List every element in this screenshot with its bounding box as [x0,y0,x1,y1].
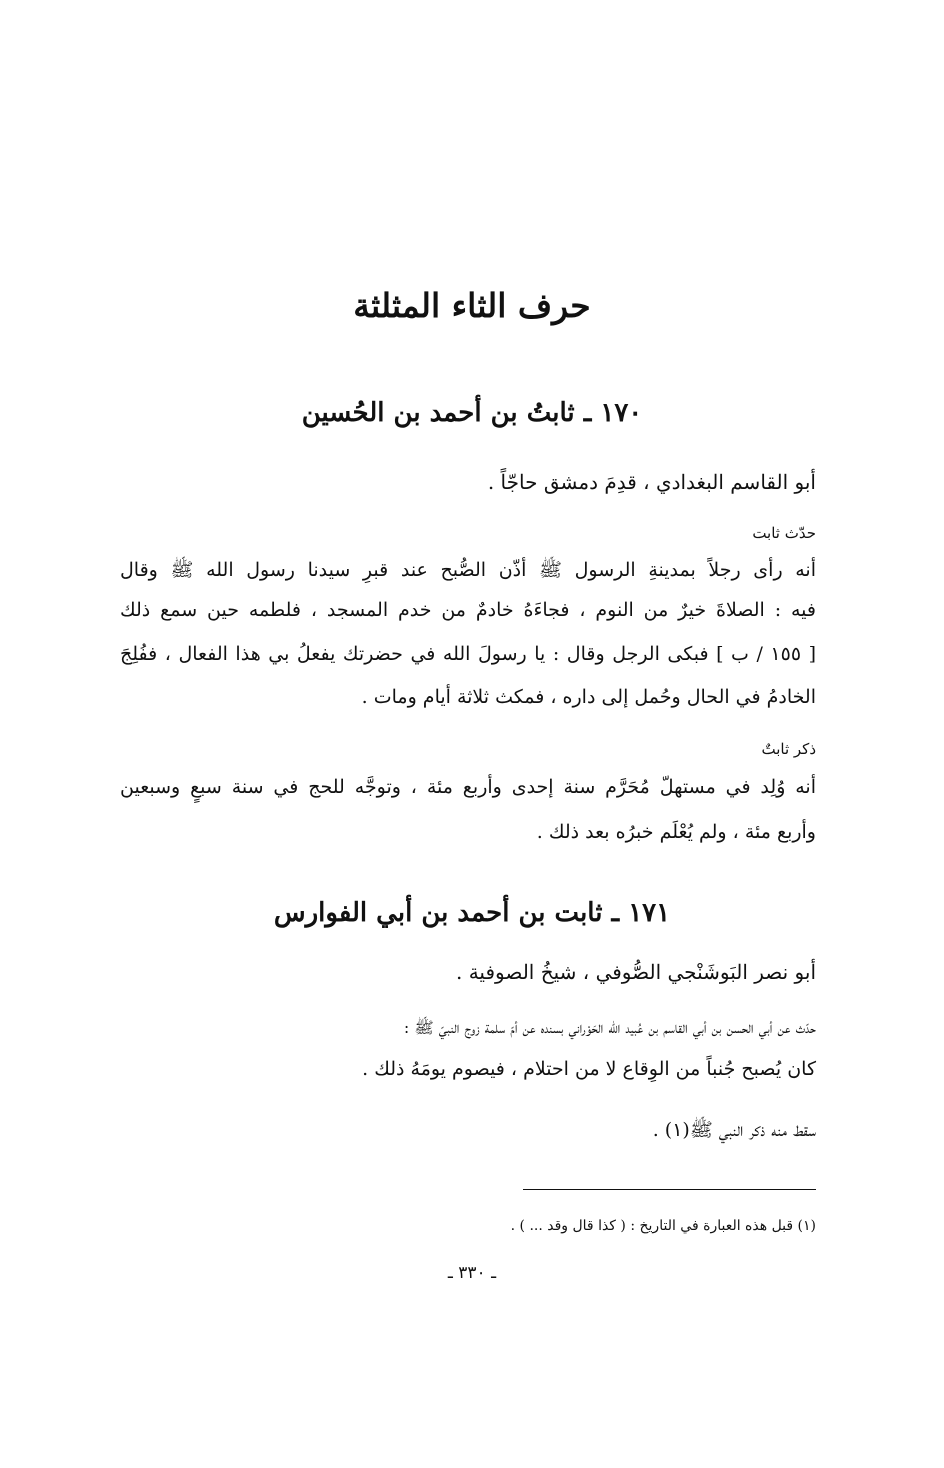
page-number: ـ ٣٣٠ ـ [447,1263,497,1283]
entry-170-section1-label: حدّث ثابت [752,524,816,542]
entry-170-section2-label: ذكر ثابتٌ [761,740,816,758]
entry-170-line-1: أنه رأى رجلاً بمدينةِ الرسول ﷺ أذّن الصُّبح عند قبرِ سيدنا رسول الله ﷺ وقال [120,559,816,581]
entry-171-hadith-chain: حدّث عن أبي الحسن بن أبي القاسم بن عُبيد الله الحَوْراني بسنده عن أمّ سلمة زوج النبيّ ﷺ : [403,1018,816,1037]
chapter-title: حرف الثاء المثلثة [353,286,591,325]
entry-170-intro: أبو القاسم البغدادي ، قدِمَ دمشق حاجّاً . [487,470,816,494]
entry-171-hadith-text: كان يُصبح جُنباً من الوِقاع لا من احتلام ، فيصوم يومَهُ ذلك . [362,1058,816,1080]
footnote: (١) قبل هذه العبارة في التاريخ : ( كذا قال وقد ... ) . [510,1218,816,1234]
entry-170-line-4: الخادمُ في الحال وحُمل إلى داره ، فمكث ثلاثة أيام ومات . [361,686,816,708]
entry-170-line-3: [ ١٥٥ / ب ] فبكى الرجل وقال : يا رسولَ الله في حضرتك يفعلُ بي هذا الفعال ، ففُلِجَ [120,643,816,665]
entry-170-line-2: فيه : الصلاةَ خيرٌ من النوم ، فجاءَهُ خادمٌ من خدم المسجد ، فلطمه حين سمع ذلك [120,599,816,621]
entry-170-title: ١٧٠ ـ ثابتُ بن أحمد بن الحُسين [301,398,643,428]
entry-171-title: ١٧١ ـ ثابت بن أحمد بن أبي الفوارس [273,898,671,928]
entry-171-note: سقط منه ذكر النبي ﷺ(١) . [652,1119,816,1141]
entry-171-intro: أبو نصر البَوشَنْجي الصُّوفي ، شيخُ الصوفية . [455,960,816,984]
footnote-separator [523,1189,816,1190]
entry-170-line-6: وأربع مئة ، ولم يُعْلَم خبرُه بعد ذلك . [536,821,816,843]
entry-170-line-5: أنه وُلِد في مستهلّ مُحَرَّم سنة إحدى وأربع مئة ، وتوجَّه للحج في سنة سبعٍ وسبعين [120,776,816,798]
